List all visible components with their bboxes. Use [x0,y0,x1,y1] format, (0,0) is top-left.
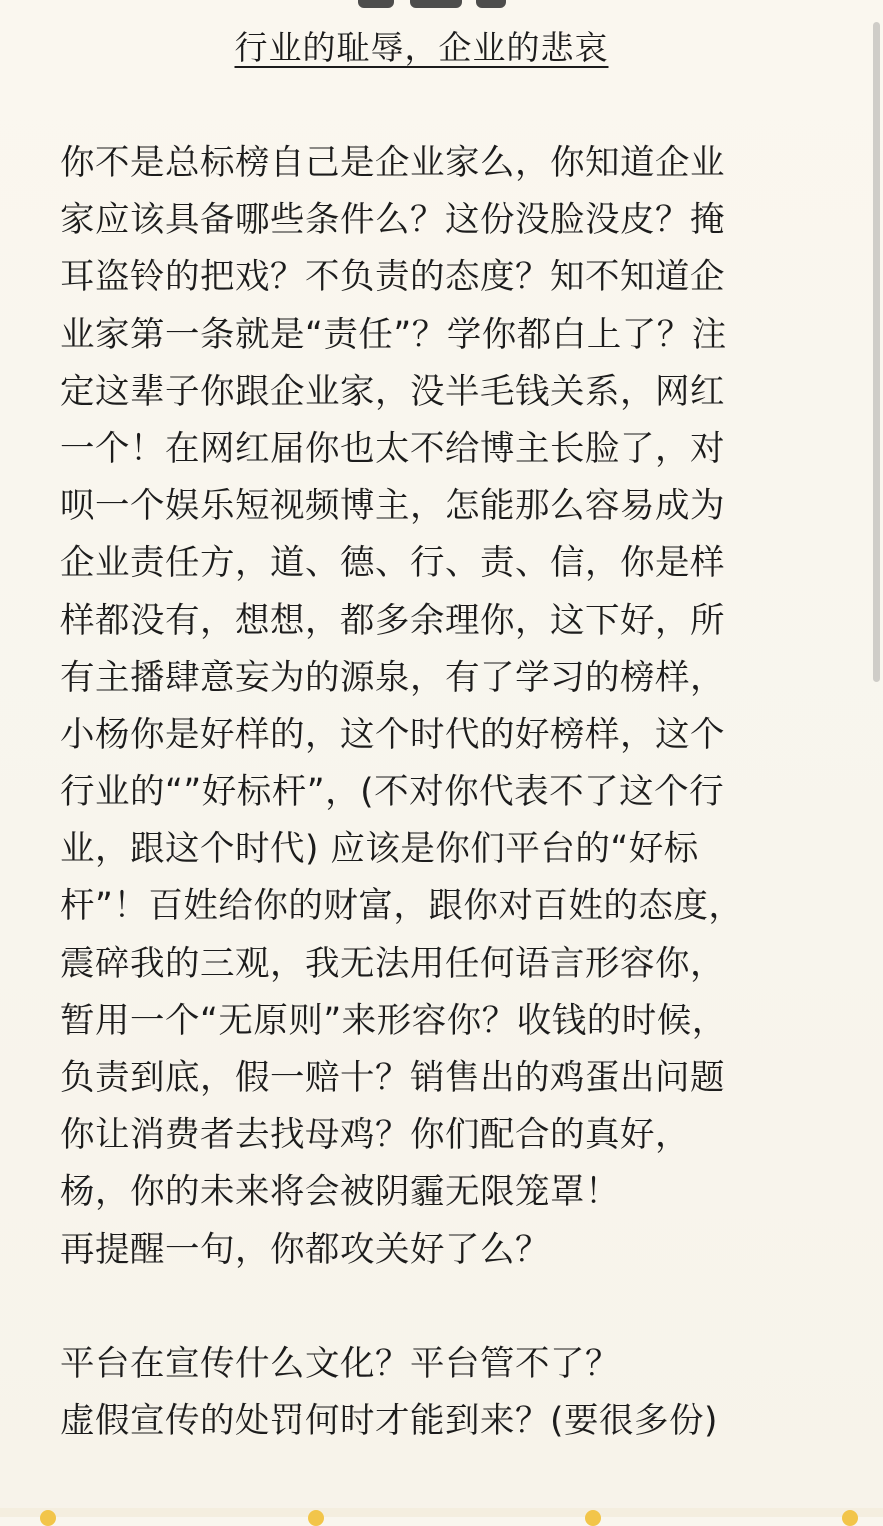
body-line: 杆”！百姓给你的财富，跟你对百姓的态度， [60,886,744,927]
body-line: 再提醒一句，你都攻关好了么？ [60,1229,550,1270]
emoji-icon [308,1510,324,1526]
scrollbar[interactable] [873,22,880,682]
body-line: 你不是总标榜自己是企业家么，你知道企业 [60,143,725,183]
body-line: 行业的“”好标杆”，(不对你代表不了这个行 [60,772,725,813]
body-line: 震碎我的三观，我无法用任何语言形容你， [60,943,725,984]
bottom-toolbar-edge [0,1508,883,1517]
document-title: 行业的耻辱，企业的悲哀 [234,28,609,67]
body-line: 呗一个娱乐短视频博主，怎能那么容易成为 [60,486,725,527]
document-body [60,135,840,1450]
body-line: 负责到底，假一赔十？销售出的鸡蛋出问题 [60,1058,725,1098]
body-line: 耳盗铃的把戏？不负责的态度？知不知道企 [60,257,725,298]
body-line: 小杨你是好样的，这个时代的好榜样，这个 [60,714,725,755]
body-line: 暂用一个“无原则”来形容你？收钱的时候， [60,1000,727,1041]
body-line: 杨，你的未来将会被阴霾无限笼罩！ [60,1172,620,1213]
body-line: 你让消费者去找母鸡？你们配合的真好， [60,1115,690,1156]
paragraph-gap [60,1279,840,1336]
closing-line: 虚假宣传的处罚何时才能到来？(要很多份) [60,1401,718,1442]
emoji-icon [842,1510,858,1526]
emoji-icon [585,1510,601,1526]
closing-line: 平台在宣传什么文化？平台管不了？ [60,1343,620,1384]
body-line: 业家第一条就是“责任”？学你都白上了？注 [60,314,727,355]
body-line: 有主播肆意妄为的源泉，有了学习的榜样， [60,657,725,698]
body-line: 定这辈子你跟企业家，没半毛钱关系，网红 [60,371,725,412]
body-line: 一个！在网红届你也太不给博主长脸了，对 [60,428,725,469]
body-line: 业，跟这个时代) 应该是你们平台的“好标 [60,829,699,870]
body-line: 样都没有，想想，都多余理你，这下好，所 [60,600,725,641]
body-line: 家应该具备哪些条件么？这份没脸没皮？掩 [60,200,725,241]
body-line: 企业责任方，道、德、行、责、信，你是样 [60,543,725,584]
emoji-icon [40,1510,56,1526]
cropped-top-text [0,0,883,18]
